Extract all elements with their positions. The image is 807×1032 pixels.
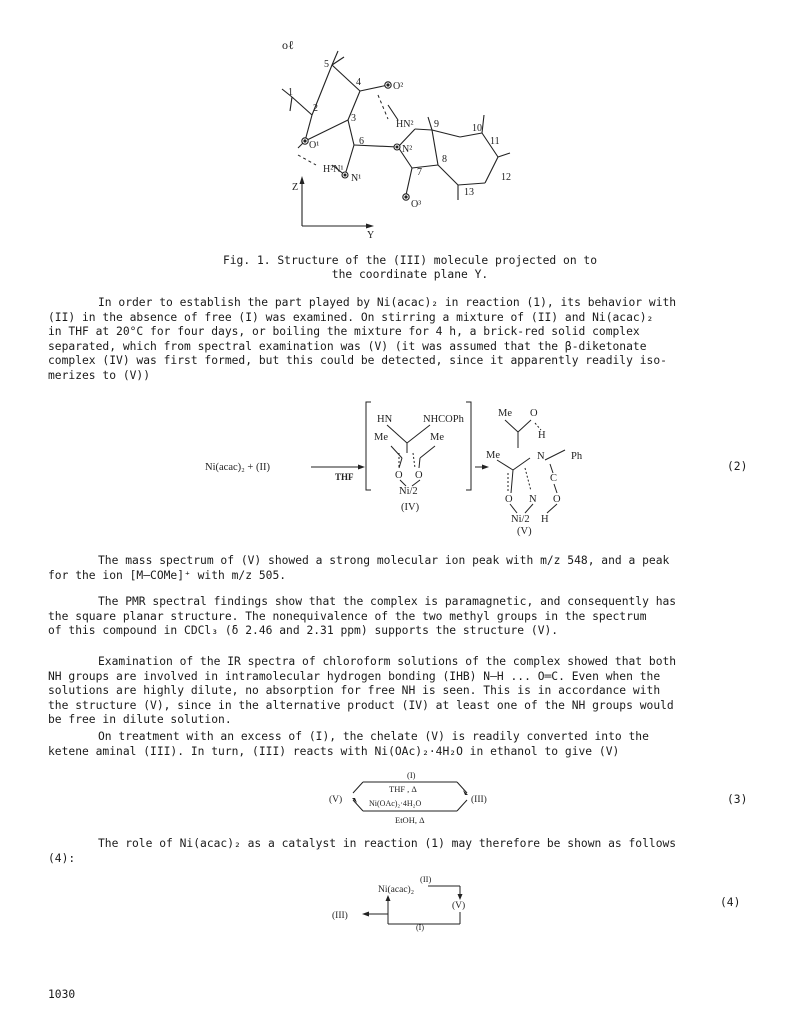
eq2-v-o-top: O [530, 408, 538, 419]
eq3-left: (V) [329, 795, 343, 805]
atom-label-o3: O³ [411, 199, 422, 210]
figure-top-label: oℓ [282, 38, 294, 52]
eq2-v-h-bottom: H [541, 514, 549, 525]
atom-label-o1: O¹ [309, 140, 320, 151]
eq2-iv-nhcoph: NHCOPh [423, 414, 464, 425]
atom-label-8: 8 [442, 154, 447, 165]
eq4-right: (V) [452, 901, 466, 911]
eq2-v-n: N [537, 451, 545, 462]
eq4-left: (III) [332, 911, 348, 921]
eq2-v-me-top: Me [498, 408, 512, 419]
eq2-v-o-right: O [553, 494, 561, 505]
atom-label-11: 11 [490, 136, 500, 147]
atom-label-4: 4 [356, 77, 361, 88]
atom-label-3: 3 [351, 113, 356, 124]
equation-2-scheme [195, 398, 625, 548]
atom-label-6: 6 [359, 136, 364, 147]
eq2-iv-label: (IV) [401, 502, 420, 513]
eq2-v-ph: Ph [571, 451, 583, 462]
atom-label-1: 1 [288, 87, 293, 98]
caption-line-1: Fig. 1. Structure of the (III) molecule projected on to [222, 254, 598, 267]
eq4-top-label: (II) [420, 874, 432, 884]
atom-label-n1: N¹ [351, 173, 362, 184]
paragraph-1: In order to establish the part played by Ni(acac)₂ in reaction (1), its behavior with (II) in the absence of free (I) was examined. On stirring a mixture of (II) and Ni(acac)₂ in THF at 20°C for four days, or boiling the mixture for 4 h, a brick-red solid complex separated, which from spectral examination was (V) (it was assumed that the β-diketonate complex (IV) was first formed, but this could be detected, since it apparently readily iso- merizes to (V)) [48, 296, 677, 382]
equation-4-number: (4) [720, 896, 741, 909]
atom-label-12: 12 [501, 172, 511, 183]
eq2-v-n-bottom: N [529, 494, 537, 505]
paragraph-5: On treatment with an excess of (I), the chelate (V) is readily converted into the ketene aminal (III). In turn, (III) reacts with Ni(OAc)₂·4H₂O in ethanol to give (V) [48, 730, 649, 758]
eq2-v-me-left: Me [486, 450, 500, 461]
caption-line-2: the coordinate plane Y. [331, 268, 489, 281]
eq2-v-label: (V) [517, 526, 532, 537]
eq3-mid-label-1: THF , Δ [389, 784, 417, 794]
atom-label-o2: O² [393, 81, 404, 92]
figure-1-structure [260, 35, 540, 240]
equation-2-number: (2) [727, 460, 748, 473]
atom-label-hn2: HN² [396, 119, 414, 130]
eq2-v-o-left: O [505, 494, 513, 505]
paragraph-2: The mass spectrum of (V) showed a strong molecular ion peak with m/z 548, and a peak for the ion [M—COMe]⁺ with m/z 505. [48, 554, 670, 582]
equation-4-scheme [330, 872, 490, 934]
axis-label-z: Z [292, 182, 299, 193]
eq2-v-c: C [550, 473, 558, 484]
paragraph-4: Examination of the IR spectra of chloroform solutions of the complex showed that both NH groups are involved in intramolecular hydrogen bonding (IHB) N—H ... O═C. Even when the solutions are highly dilute, no absorption for free NH is seen. This is in accordance with the structure (V), since in the alternative product (IV) at least one of the NH groups would be free in dilute solution. [48, 655, 677, 726]
atom-label-7: 7 [417, 167, 422, 178]
eq2-iv-ni: Ni/2 [399, 486, 418, 497]
eq4-catalyst: Ni(acac)₂ [378, 885, 415, 895]
eq2-iv-me-right: Me [430, 432, 444, 443]
paragraph-3: The PMR spectral findings show that the complex is paramagnetic, and consequently has the square planar structure. The nonequivalence of the two methyl groups in the spectrum of this compound in CDCl₃ (δ 2.46 and 2.31 ppm) supports the structure (V). [48, 595, 677, 637]
eq2-reactants: Ni(acac)₂ + (II) [205, 462, 270, 473]
eq4-bottom-label: (I) [416, 923, 424, 932]
eq2-arrow-label: THF [335, 472, 354, 482]
eq3-right: (III) [471, 795, 487, 805]
page-number: 1030 [48, 988, 76, 1001]
eq2-iv-o-right: O [415, 470, 423, 481]
equation-3-scheme [325, 768, 495, 828]
eq3-bottom-label: EtOH, Δ [395, 815, 425, 825]
atom-label-h2n1: H²N¹ [323, 164, 344, 175]
eq2-iv-me-left: Me [374, 432, 388, 443]
eq2-v-h-top: H [538, 430, 546, 441]
atom-label-n2: N² [402, 144, 413, 155]
axis-label-y: Y [367, 230, 375, 240]
paragraph-6: The role of Ni(acac)₂ as a catalyst in reaction (1) may therefore be shown as follows (4): [48, 837, 677, 865]
eq2-v-ni: Ni/2 [511, 514, 530, 525]
atom-label-5: 5 [324, 59, 329, 70]
eq2-iv-hn: HN [377, 414, 393, 425]
atom-label-2: 2 [313, 103, 318, 114]
atom-label-13: 13 [464, 187, 474, 198]
atom-label-10: 10 [472, 123, 482, 134]
atom-label-9: 9 [434, 119, 439, 130]
figure-1-caption [150, 254, 670, 282]
eq3-mid-label-2: Ni(OAc)₂·4H₂O [369, 799, 422, 808]
eq2-iv-o-left: O [395, 470, 403, 481]
eq3-top-label: (I) [407, 770, 416, 780]
equation-3-number: (3) [727, 793, 748, 806]
